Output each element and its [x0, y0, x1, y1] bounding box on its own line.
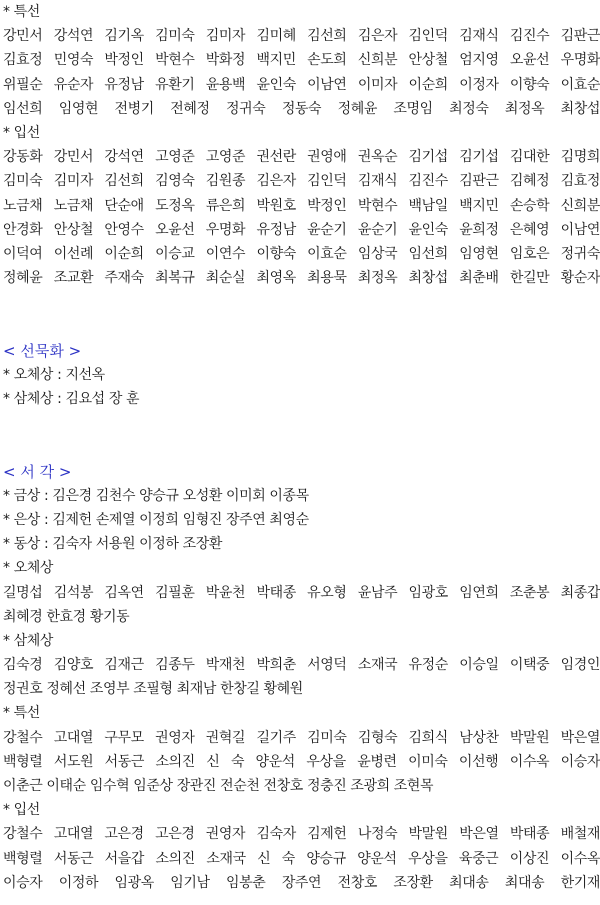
category-heading: < 서 각 > [3, 462, 72, 481]
name-list-line: 김미숙 김미자 김선희 김영숙 김원종 김은자 김인덕 김재식 김진수 김판근 김혜정 김효정 [3, 173, 600, 190]
name-list-line: 노금채 노금채 단순애 도정옥 류은희 박원호 박정인 박현수 백남일 백지민 손승학 신희분 [3, 197, 600, 214]
section-label: * 특선 [3, 4, 40, 20]
name-list-line: 강철수 고대열 고은경 고은경 권영자 김숙자 김제헌 나정숙 박말원 박은열 박태종 배철재 [3, 826, 600, 843]
name-list-line: 정혜윤 조교환 주재숙 최복규 최순실 최영옥 최용묵 최정옥 최창섭 최춘배 한길만 황순자 [3, 270, 600, 287]
name-list-line: 이덕여 이선례 이순희 이승교 이연수 이향숙 이효순 임상국 임선희 임영현 임호은 정귀숙 [3, 245, 600, 262]
section-label: * 입선 [3, 802, 40, 819]
section-label: * 오체상 [3, 560, 54, 577]
section-label: * 삼체상 : 김요섭 장 훈 [3, 391, 140, 407]
category-heading: < 선묵화 > [3, 341, 82, 360]
name-list-line: 강철수 고대열 구무모 권영자 권혁길 길기주 김미숙 김형숙 김희식 남상찬 박말원 박은열 [3, 729, 600, 746]
name-list-line: 임선희 임영현 전병기 전혜정 정귀숙 정동숙 정혜윤 조명임 최정숙 최정옥 최창섭 [3, 100, 600, 117]
name-list-line: 백형렬 서도원 서동근 소의진 신 숙 양운석 우상을 윤병련 이미숙 이선행 이수옥 이승자 [3, 753, 600, 770]
section-label: * 입선 [3, 124, 40, 141]
name-list-line: 안경화 안상철 안영수 오윤선 우명화 유정남 윤순기 윤순기 윤인숙 윤희정 은혜영 이남연 [3, 221, 600, 238]
section-label: * 오체상 : 지선옥 [3, 366, 105, 383]
blank-line [3, 435, 600, 459]
name-list-line: 백형렬 서동근 서을갑 소의진 소재국 신 숙 양승규 양운석 우상을 육중근 이상진 이수옥 [3, 850, 600, 867]
blank-line [3, 411, 600, 435]
blank-line [3, 290, 600, 314]
section-label: * 특선 [3, 705, 40, 722]
document-body [3, 0, 600, 895]
name-list-line: 이승자 이정하 임광옥 임기남 임봉춘 장주연 전창호 조장환 최대송 최대송 한기재 [3, 874, 600, 891]
name-list-line: 강동화 강민서 강석연 고영준 고영준 권선란 권영애 권옥순 김기섭 김기섭 김대한 김명희 [3, 149, 600, 166]
section-label: * 동상 : 김숙자 서용원 이정하 조장환 [3, 536, 222, 553]
name-list-line: 길명섭 김석봉 김옥연 김필훈 박윤천 박태종 유오형 윤남주 임광호 임연희 조춘봉 최종갑 [3, 584, 600, 601]
name-list-line: 강민서 강석연 김기옥 김미숙 김미자 김미혜 김선희 김은자 김인덕 김재식 김진수 김판근 [3, 28, 600, 45]
section-label: 최혜경 한효경 황기동 [3, 608, 130, 625]
blank-line [3, 314, 600, 338]
name-list-line: 김효정 민영숙 박정인 박현수 박화정 백지민 손도희 신희분 안상철 엄지영 오윤선 우명화 [3, 52, 600, 69]
section-label: * 삼체상 [3, 632, 54, 649]
section-label: * 금상 : 김은경 김천수 양승규 오성환 이미회 이종목 [3, 487, 309, 504]
section-label: * 은상 : 김제헌 손제열 이정희 임형진 장주연 최영순 [3, 511, 309, 528]
section-label: 정권호 정혜선 조영부 조필형 최재남 한창길 황혜원 [3, 681, 303, 698]
name-list-line: 김숙경 김양호 김재근 김종두 박재천 박희춘 서영덕 소재국 유정순 이승일 이택중 임경인 [3, 657, 600, 674]
name-list-line: 위필순 유순자 유정남 유환기 윤용백 윤인숙 이남연 이미자 이순희 이정자 이향숙 이효순 [3, 76, 600, 93]
section-label: 이춘근 이태순 임수혁 임준상 장관진 전순천 전창호 정충진 조광희 조현목 [3, 778, 434, 794]
